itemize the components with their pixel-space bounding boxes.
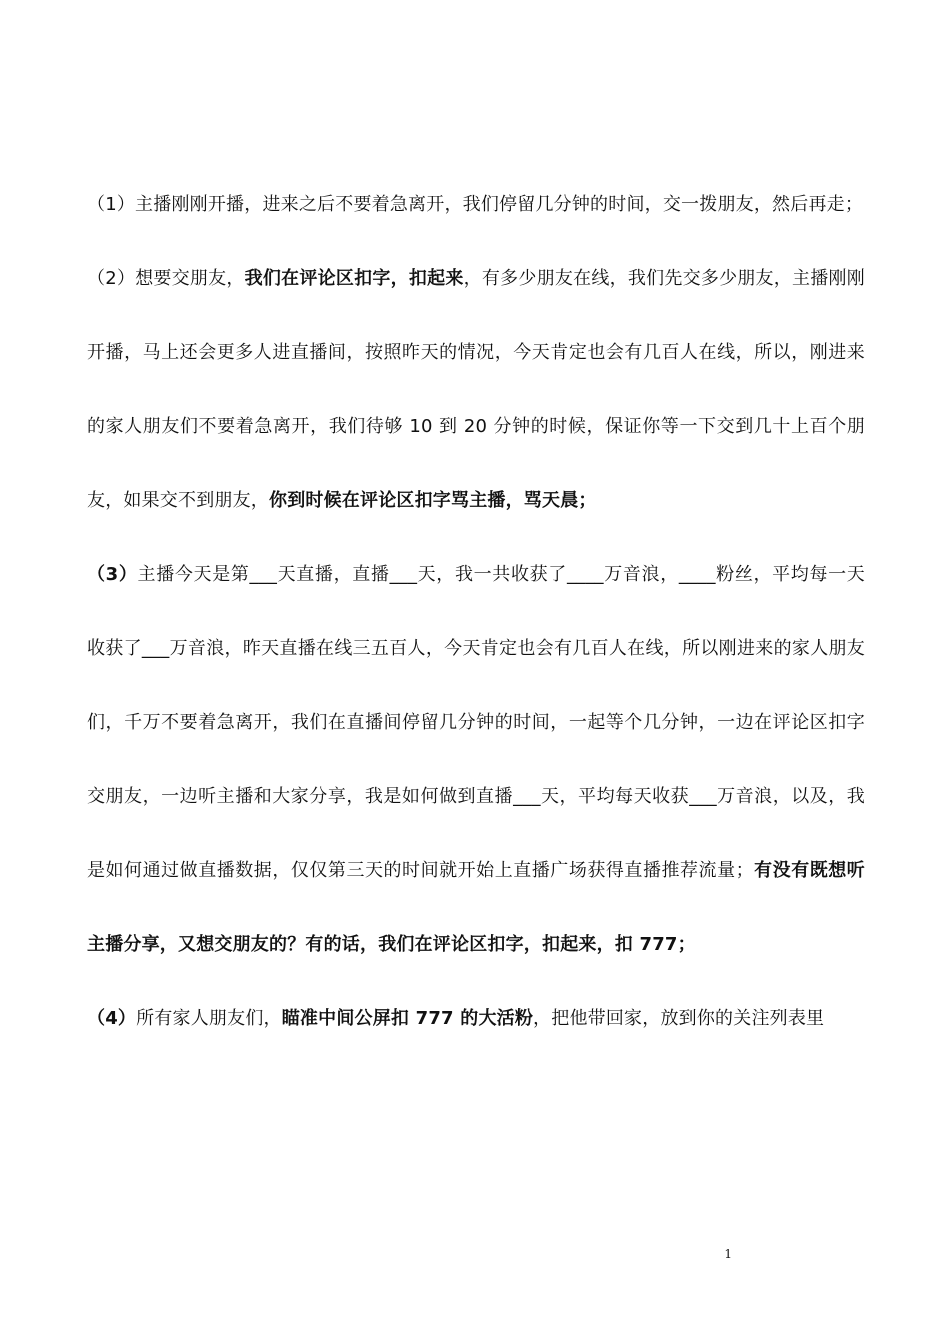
text-run: 所有家人朋友们， bbox=[136, 1008, 282, 1029]
bold-text-run: 我们在评论区扣字，扣起来 bbox=[244, 268, 464, 289]
bold-text-run: 有没有既想听主播分享，又想交朋友的？有的话，我们在评论区扣字，扣起来，扣 777； bbox=[87, 860, 866, 955]
bold-text-run: 你到时候在评论区扣字骂主播，骂天晨； bbox=[269, 490, 597, 511]
bold-text-run: （4） bbox=[87, 1008, 137, 1029]
text-run: ，有多少朋友在线，我们先交多少朋友，主播刚刚开播，马上还会更多人进直播间，按照昨天的情况，今天肯定也会有几百人在线，所以，刚进来的家人朋友们不要着急离开，我们待够 10 到 20 分钟的时候，保证你等一下交到几十上百个朋友，如果交不到朋友， bbox=[87, 268, 865, 511]
text-run: （2）想要交朋友， bbox=[87, 268, 245, 289]
bold-text-run: （3） bbox=[87, 564, 138, 585]
paragraph-4 bbox=[87, 982, 865, 1056]
text-run: ，把他带回家，放到你的关注列表里 bbox=[533, 1008, 825, 1029]
document-body bbox=[87, 168, 865, 1056]
text-run: 主播今天是第___天直播，直播___天，我一共收获了____万音浪，____粉丝，平均每一天收获了___万音浪，昨天直播在线三五百人，今天肯定也会有几百人在线，所以刚进来的家人朋友们，千万不要着急离开，我们在直播间停留几分钟的时间，一起等个几分钟，一边在评论区扣字交朋友，一边听主播和大家分享，我是如何做到直播___天，平均每天收获___万音浪，以及，我是如何通过做直播数据，仅仅第三天的时间就开始上直播广场获得直播推荐流量； bbox=[87, 564, 866, 881]
text-run: （1）主播刚刚开播，进来之后不要着急离开，我们停留几分钟的时间，交一拨朋友，然后再走； bbox=[87, 194, 864, 215]
paragraph-3 bbox=[87, 538, 865, 982]
bold-text-run: 瞄准中间公屏扣 777 的大活粉 bbox=[281, 1008, 534, 1029]
paragraph-2 bbox=[87, 242, 865, 538]
page-number: 1 bbox=[724, 1247, 732, 1261]
paragraph-1 bbox=[87, 168, 865, 242]
